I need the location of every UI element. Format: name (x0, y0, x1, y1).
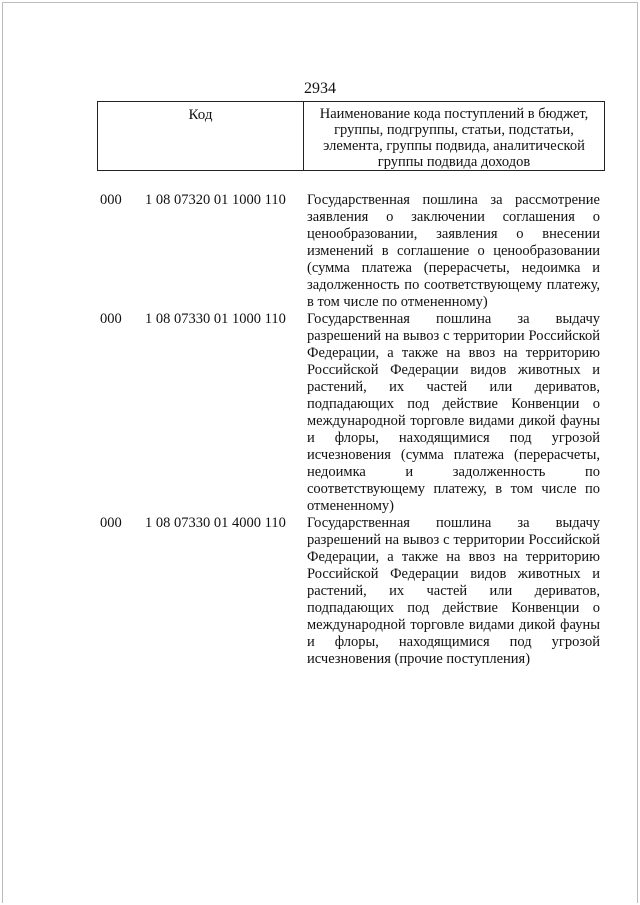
row-description: Государственная пошлина за выдачу разрешений на вывоз с территории Российской Федерации, а также на ввоз на территорию Российской Федерации видов животных и растений, их частей или дериватов, подпадающих под действие Конвенции о международной торговле видами дикой фауны и флоры, находящимися под угрозой исчезновения (прочие поступления) (307, 515, 600, 667)
table-row (100, 515, 600, 668)
table-row (100, 311, 600, 515)
row-budget-code: 1 08 07330 01 4000 110 (145, 515, 286, 531)
row-admin-code: 000 (100, 515, 122, 531)
row-admin-code: 000 (100, 311, 122, 327)
row-description: Государственная пошлина за рассмотрение заявления о заключении соглашения о ценообразовании, заявления о внесении изменений в соглашение о ценообразовании (сумма платежа (перерасчеты, недоимка и задолженность по соответствующему платежу, в том числе по отмененному) (307, 192, 600, 310)
page-edge-left (2, 2, 3, 903)
header-code-column: Код (98, 102, 304, 170)
page-edge-top (2, 2, 638, 3)
table-row (100, 192, 600, 311)
row-description: Государственная пошлина за выдачу разрешений на вывоз с территории Российской Федерации, а также на ввоз на территорию Российской Федерации видов животных и растений, их частей или дериватов, подпадающих под действие Конвенции о международной торговле видами дикой фауны и флоры, находящимися под угрозой исчезновения (сумма платежа (перерасчеты, недоимка и задолженность по соответствующему платежу, в том числе по отмененному) (307, 311, 600, 514)
page-number: 2934 (304, 80, 336, 97)
header-name-column: Наименование кода поступлений в бюджет, группы, подгруппы, статьи, подстатьи, элемента, группы подвида, аналитической группы подвида доходов (319, 106, 589, 170)
row-budget-code: 1 08 07330 01 1000 110 (145, 311, 286, 327)
page-edge-right (637, 2, 638, 903)
row-admin-code: 000 (100, 192, 122, 208)
table-header (97, 101, 605, 171)
row-budget-code: 1 08 07320 01 1000 110 (145, 192, 286, 208)
table-body (100, 192, 600, 668)
